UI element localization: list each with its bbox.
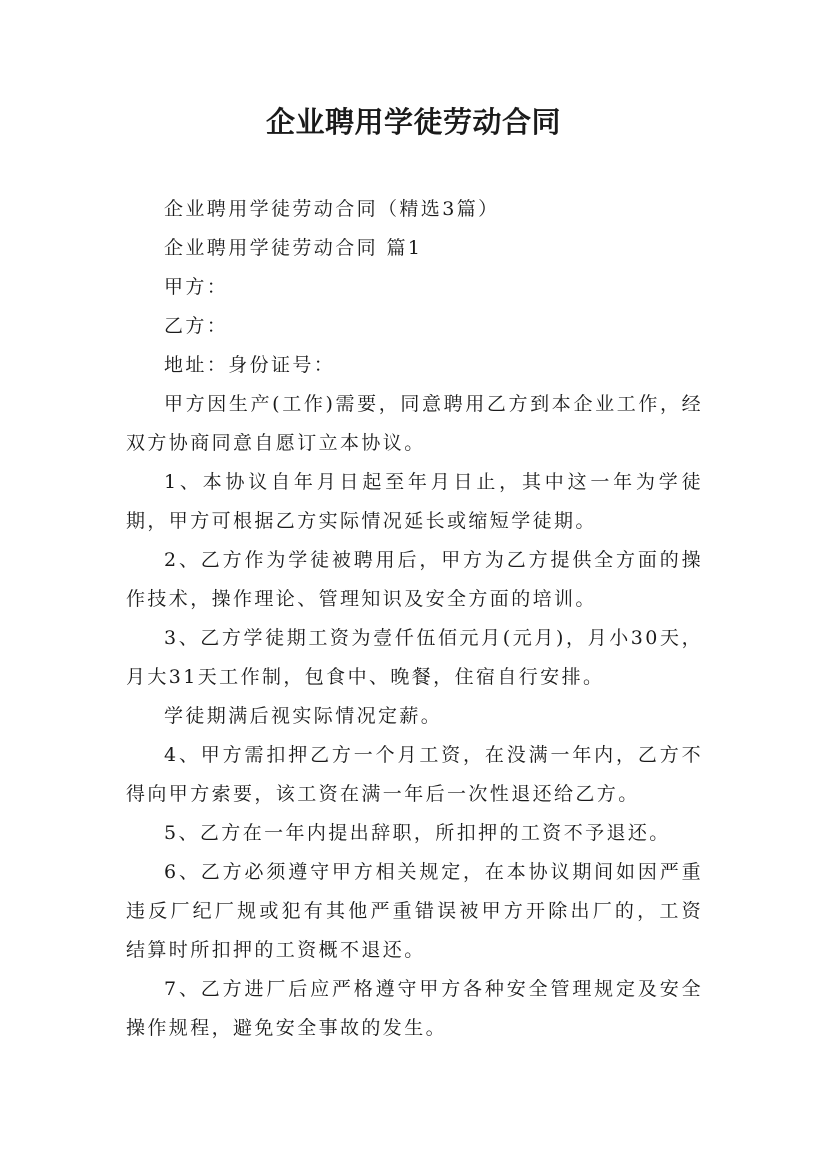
paragraph-intro: 甲方因生产(工作)需要，同意聘用乙方到本企业工作，经双方协商同意自愿订立本协议。 — [126, 393, 703, 454]
paragraph-clause-2: 2、乙方作为学徒被聘用后，甲方为乙方提供全方面的操作技术，操作理论、管理知识及安全方面的培训。 — [126, 549, 703, 610]
paragraph-clause-3: 3、乙方学徒期工资为壹仟伍佰元月(元月)，月小30天，月大31天工作制，包食中、晚餐，住宿自行安排。 — [126, 627, 703, 688]
paragraph-address-id: 地址：身份证号： — [164, 354, 336, 376]
paragraph-party-b: 乙方： — [164, 315, 229, 337]
paragraph-clause-4: 4、甲方需扣押乙方一个月工资，在没满一年内，乙方不得向甲方索要，该工资在满一年后一次性退还给乙方。 — [126, 744, 703, 805]
paragraph-section-heading: 企业聘用学徒劳动合同 篇1 — [164, 237, 423, 259]
paragraph-party-a: 甲方： — [164, 276, 229, 298]
paragraph-clause-7: 7、乙方进厂后应严格遵守甲方各种安全管理规定及安全操作规程，避免安全事故的发生。 — [126, 978, 703, 1039]
paragraph-subtitle: 企业聘用学徒劳动合同（精选3篇） — [164, 198, 500, 220]
paragraph-clause-1: 1、本协议自年月日起至年月日止，其中这一年为学徒期，甲方可根据乙方实际情况延长或缩短学徒期。 — [126, 471, 703, 532]
paragraph-salary-note: 学徒期满后视实际情况定薪。 — [164, 705, 443, 727]
paragraph-clause-5: 5、乙方在一年内提出辞职，所扣押的工资不予退还。 — [164, 822, 671, 844]
paragraph-clause-6: 6、乙方必须遵守甲方相关规定，在本协议期间如因严重违反厂纪厂规或犯有其他严重错误被甲方开除出厂的，工资结算时所扣押的工资概不退还。 — [126, 861, 703, 961]
document-body — [126, 190, 703, 1048]
document-title: 企业聘用学徒劳动合同 — [265, 105, 561, 139]
